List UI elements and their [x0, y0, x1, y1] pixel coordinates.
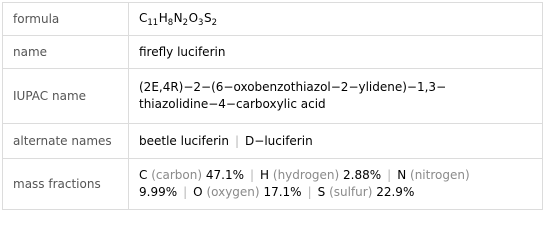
formula-C-symbol: C — [139, 10, 148, 25]
alternate-name-1: beetle luciferin — [139, 133, 229, 148]
mf-sulfur-symbol: S — [317, 185, 326, 199]
formula-N-count: 2 — [182, 17, 189, 28]
mass-fractions-value — [129, 159, 543, 210]
mf-oxygen-name: (oxygen) — [206, 185, 260, 199]
formula-H-count: 8 — [167, 17, 174, 28]
mf-carbon-name: (carbon) — [151, 168, 203, 182]
formula-C-count: 11 — [147, 17, 159, 28]
alternate-names-value — [129, 124, 543, 159]
iupac-label: IUPAC name — [3, 69, 129, 124]
iupac-line-1: (2E,4R)−2−(6−oxobenzothiazol−2−ylidene)−1,3− — [139, 80, 447, 94]
properties-table — [2, 2, 543, 210]
alternate-name-2: D−luciferin — [245, 133, 313, 148]
mf-oxygen-percent: 17.1% — [263, 185, 302, 199]
iupac-row — [3, 69, 543, 124]
mass-fractions-line-1 — [139, 167, 532, 184]
alternate-names-row — [3, 124, 543, 159]
separator: | — [183, 185, 188, 199]
separator: | — [234, 133, 240, 148]
mf-nitrogen-symbol: N — [397, 168, 407, 182]
mf-carbon-symbol: C — [139, 168, 148, 182]
name-label: name — [3, 36, 129, 69]
mf-hydrogen-percent: 2.88% — [343, 168, 382, 182]
name-value: firefly luciferin — [129, 36, 543, 69]
mass-fractions-label: mass fractions — [3, 159, 129, 210]
alternate-names-label: alternate names — [3, 124, 129, 159]
mf-hydrogen-name: (hydrogen) — [272, 168, 340, 182]
separator: | — [249, 168, 255, 182]
mf-sulfur-name: (sulfur) — [329, 185, 373, 199]
iupac-line-2: thiazolidine−4−carboxylic acid — [139, 97, 326, 111]
formula-H-symbol: H — [158, 10, 168, 25]
separator: | — [387, 168, 392, 182]
mf-nitrogen-percent: 9.99% — [139, 185, 178, 199]
name-row — [3, 36, 543, 69]
mf-oxygen-symbol: O — [193, 185, 203, 199]
mf-carbon-percent: 47.1% — [205, 168, 244, 182]
mass-fractions-line-2 — [139, 184, 532, 201]
mass-fractions-row — [3, 159, 543, 210]
formula-O-count: 3 — [198, 17, 204, 28]
mf-hydrogen-symbol: H — [260, 168, 270, 182]
mf-sulfur-percent: 22.9% — [376, 185, 415, 199]
iupac-value — [129, 69, 543, 124]
formula-N-symbol: N — [173, 10, 183, 25]
separator: | — [307, 185, 312, 199]
formula-O-symbol: O — [188, 10, 199, 25]
formula-S-symbol: S — [203, 10, 212, 25]
formula-value — [129, 3, 543, 36]
mf-nitrogen-name: (nitrogen) — [410, 168, 470, 182]
formula-S-count: 2 — [211, 17, 217, 28]
formula-row — [3, 3, 543, 36]
formula-label: formula — [3, 3, 129, 36]
